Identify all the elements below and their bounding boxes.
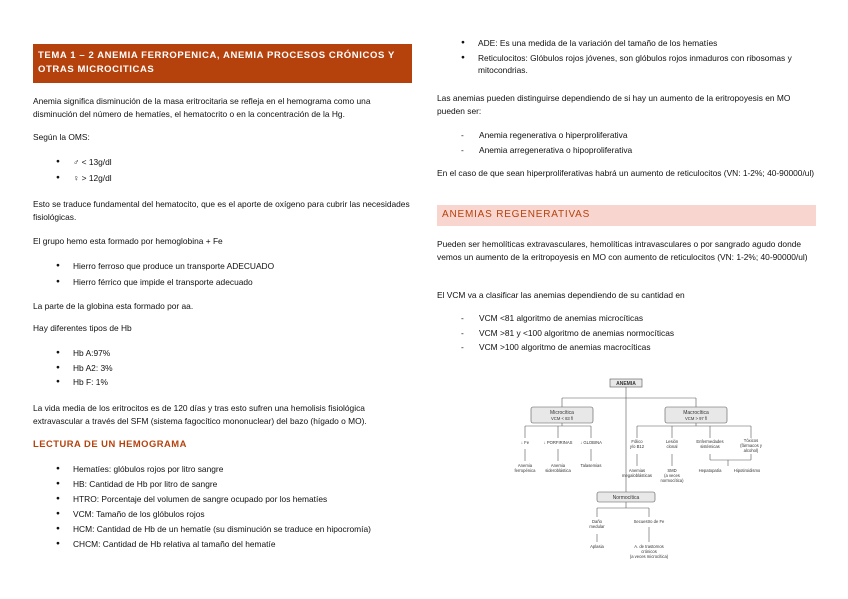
paragraph-tipos-hb: Hay diferentes tipos de Hb: [33, 323, 132, 333]
list-item: ● ♂ < 13g/dl: [73, 156, 112, 169]
paragraph-distinguir: Las anemias pueden distinguirse dependiendo de si hay un aumento de la eritropoyesis en MO pueden ser:: [437, 93, 791, 116]
list-item: ● ADE: Es una medida de la variación del tamaño de los hematíes: [478, 37, 816, 50]
section-band: [437, 205, 816, 226]
vcm-list: [479, 312, 674, 354]
diagram-node: medular: [589, 524, 605, 529]
diagram-node: Anemia: [550, 463, 566, 468]
list-item: - Anemia arregenerativa o hipoproliferativa: [479, 144, 632, 157]
diagram-node: normocítica): [660, 478, 684, 483]
diagram-micro-vcm: VCM < 83 fl: [551, 416, 573, 421]
section-title-banner: [33, 44, 412, 83]
diagram-node: Secuestro de Fe: [633, 519, 665, 524]
paragraph-hematocrito: Esto se traduce fundamental del hematocito, que es el aporte de oxígeno para cubrir las necesidades fisiológicas.: [33, 199, 410, 222]
list-item: ● CHCM: Cantidad de Hb relativa al tamaño del hematíe: [73, 538, 413, 551]
diagram-node: SMD: [667, 468, 677, 473]
paragraph-anemia-definition: Anemia significa disminución de la masa eritrocitaria se refleja en el hemograma como una disminución del número de hematíes, el hematocrito o en la concentración de la Hg.: [33, 96, 371, 119]
list-item: ● HTRO: Porcentaje del volumen de sangre ocupado por los hematíes: [73, 493, 413, 506]
diagram-node: Hepatopatía: [698, 468, 722, 473]
paragraph-globina: La parte de la globina esta formado por aa.: [33, 301, 194, 311]
list-item: - VCM >81 y <100 algoritmo de anemias normocíticas: [479, 327, 674, 340]
diagram-node: Anemias: [628, 468, 646, 473]
list-item: ● HB: Cantidad de Hb por litro de sangre: [73, 478, 413, 491]
anemia-flowchart: [513, 376, 763, 569]
paragraph-hemoliticas: Pueden ser hemolíticas extravasculares, hemolíticas intravasculares o por sangrado agudo donde vemos un aumento de la eritropoyesis en MO con aumento de reticulocitos (VN: 1-2%; 40-90000/ul): [437, 239, 808, 262]
diagram-macro-label: Macrocítica: [683, 410, 709, 416]
list-item: ● Hierro férrico que impide el transporte adecuado: [73, 276, 274, 289]
diagram-node: clonal: [666, 444, 678, 449]
list-item: ● Hb A2: 3%: [73, 362, 113, 375]
list-item: ● Hb F: 1%: [73, 376, 113, 389]
list-item: ● Reticulocitos: Glóbulos rojos jóvenes, son glóbulos rojos inmaduros con ribosomas y mitocondrias.: [478, 52, 816, 77]
diagram-micro-children: [515, 440, 603, 473]
paragraph-hiperproliferativas: En el caso de que sean hiperproliferativas habrá un aumento de reticulocitos (VN: 1-2%; 40-90000/ul): [437, 168, 815, 178]
list-item: - VCM >100 algoritmo de anemias macrocíticas: [479, 341, 674, 354]
diagram-node: Anemia: [517, 463, 533, 468]
diagram-normo-label: Normocítica: [612, 495, 640, 501]
diagram-node: ↓ PORFIRINAS: [543, 440, 573, 445]
diagram-node: ↓ GLOBINA: [580, 440, 602, 445]
diagram-node: Tóxicos: [743, 438, 759, 443]
hb-list: [73, 347, 113, 389]
list-item: ● ♀ > 12g/dl: [73, 172, 112, 185]
diagram-node: (a veces: [664, 473, 680, 478]
diagram-macro-children: [622, 438, 763, 483]
diagram-root: ANEMIA: [616, 381, 636, 387]
diagram-node: (fármacos y: [740, 443, 762, 448]
diagram-node: A. de trastornos: [634, 544, 664, 549]
diagram-node: y/o B12: [629, 444, 645, 449]
list-item: ● Hierro ferroso que produce un transporte ADECUADO: [73, 260, 274, 273]
diagram-node: Fólico: [631, 439, 643, 444]
diagram-normo-children: [589, 519, 668, 559]
diagram-node: megaloblásticas: [621, 473, 653, 478]
diagram-macro-vcm: VCM > 97 fl: [685, 416, 707, 421]
diagram-node: (a veces microcítica): [629, 554, 669, 559]
diagram-micro-label: Microcítica: [550, 410, 574, 416]
diagram-node: Lesión: [665, 439, 679, 444]
diagram-node: alcohol): [743, 448, 759, 453]
list-item: - Anemia regenerativa o hiperproliferativa: [479, 129, 632, 142]
oms-list: [73, 156, 112, 184]
diagram-node: ferropénica: [514, 468, 536, 473]
section-title: TEMA 1 – 2 ANEMIA FERROPENICA, ANEMIA PROCESOS CRÓNICOS Y OTRAS MICROCITICAS: [38, 50, 395, 75]
diagram-node: Aplasia: [590, 544, 604, 549]
list-item: ● HCM: Cantidad de Hb de un hematíe (su disminución se traduce en hipocromía): [73, 523, 413, 536]
diagram-node: Enfermedades: [696, 439, 724, 444]
diagram-node: Talasemias: [580, 463, 602, 468]
diagram-node: sistémicas: [700, 444, 720, 449]
paragraph-vida-media: La vida media de los eritrocitos es de 120 días y tras esto sufren una hemolisis fisiológica extravascular a través del SFM (sistema fagocítico mononuclear) del bazo (hígado o MO).: [33, 403, 367, 426]
list-item: ● Hematíes: glóbulos rojos por litro sangre: [73, 463, 413, 476]
diagram-node: Daño: [591, 519, 603, 524]
diagram-node: ↓ Fe: [520, 440, 530, 445]
paragraph-oms: Según la OMS:: [33, 132, 90, 142]
hierro-list: [73, 260, 274, 288]
tipos-list: [479, 129, 632, 156]
paragraph-vcm: El VCM va a clasificar las anemias dependiendo de su cantidad en: [437, 290, 685, 300]
list-item: ● VCM: Tamaño de los glóbulos rojos: [73, 508, 413, 521]
diagram-node: sideroblástica: [545, 468, 571, 473]
diagram-node: Hipotiroidismo: [733, 468, 761, 473]
heading-hemograma: LECTURA DE UN HEMOGRAMA: [33, 438, 187, 449]
section-band-title: ANEMIAS REGENERATIVAS: [442, 209, 591, 220]
paragraph-grupo-hemo: El grupo hemo esta formado por hemoglobina + Fe: [33, 236, 223, 246]
list-item: - VCM <81 algoritmo de anemias microcíticas: [479, 312, 674, 325]
hemograma-list: [73, 463, 413, 551]
diagram-node: crónicos: [641, 549, 657, 554]
list-item: ● Hb A:97%: [73, 347, 113, 360]
definitions-list: [478, 37, 816, 77]
